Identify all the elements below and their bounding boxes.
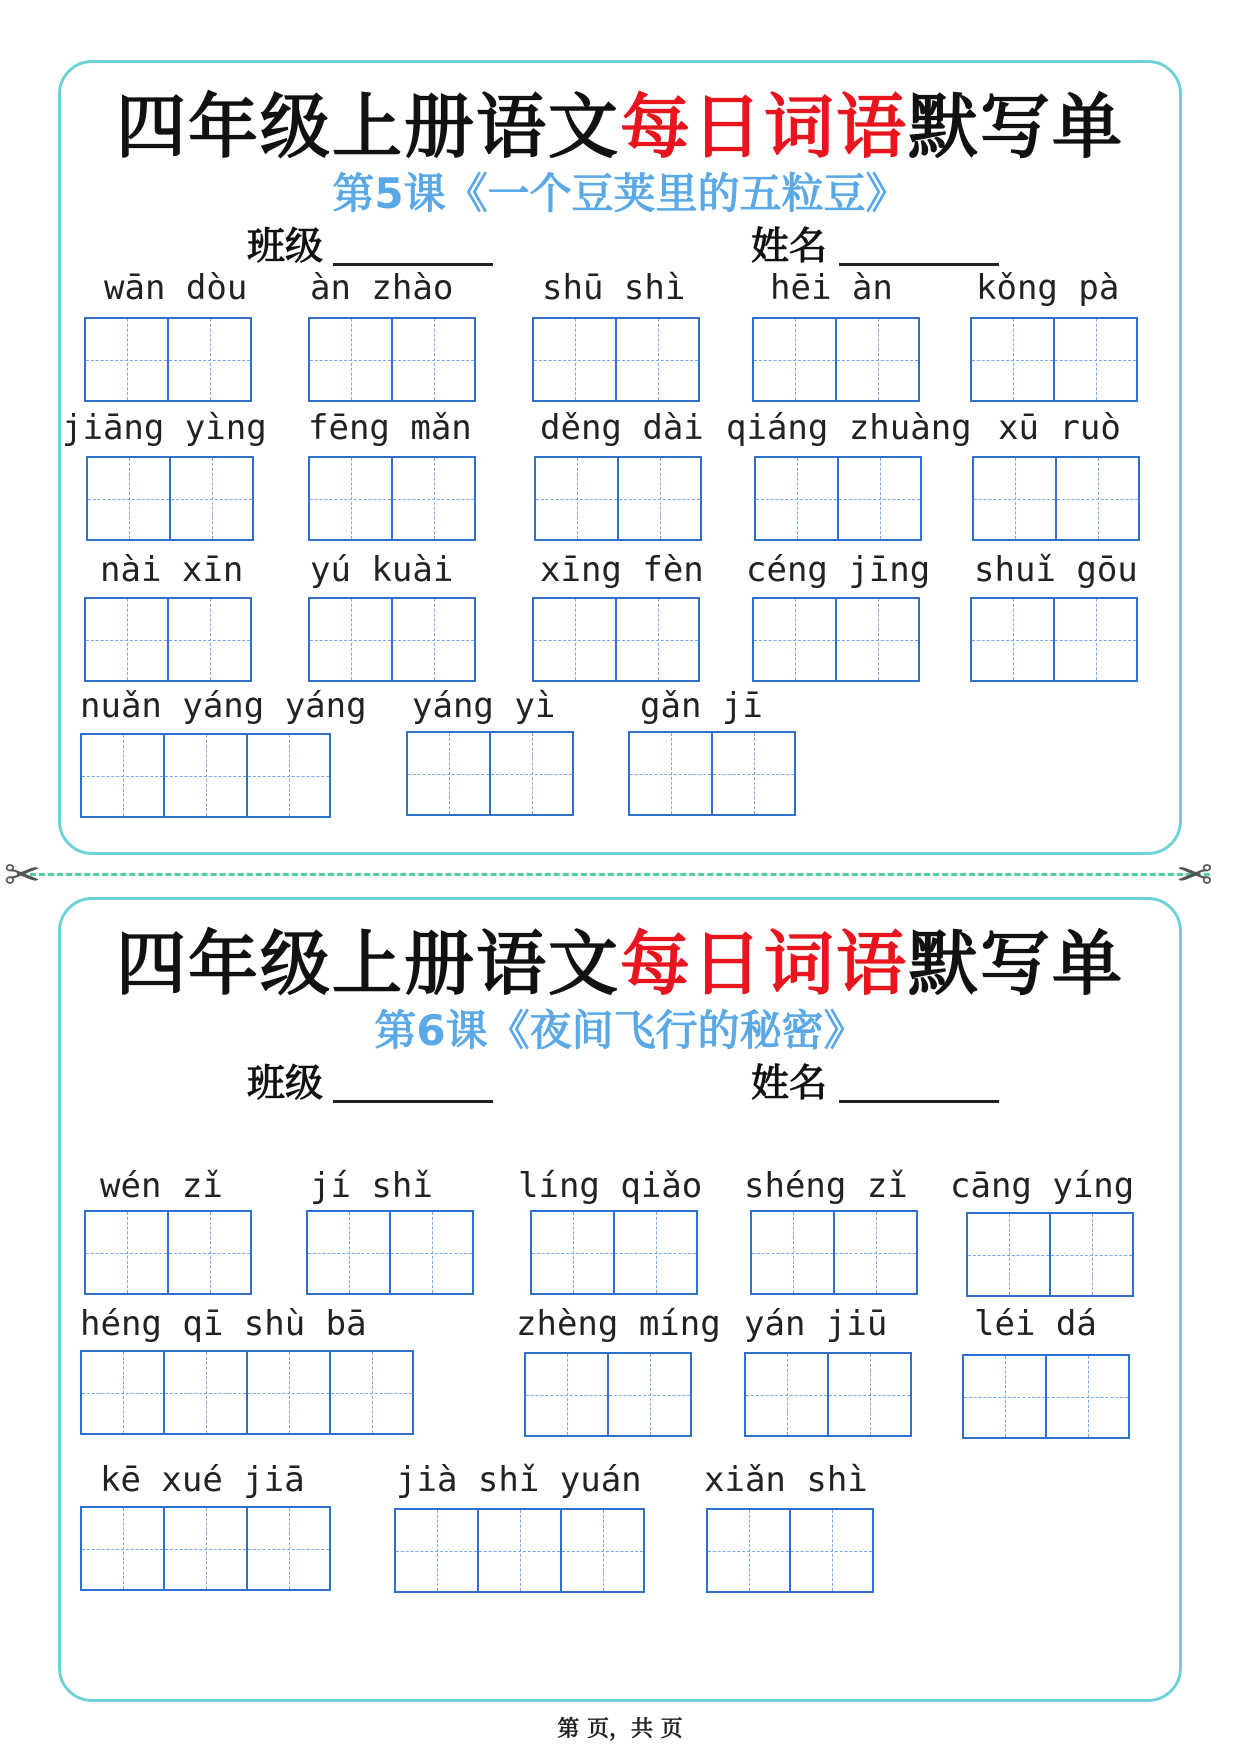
answer-boxes[interactable] [970,597,1136,682]
answer-boxes[interactable] [750,1210,916,1295]
name-label: 姓名 [751,224,828,268]
answer-boxes[interactable] [744,1352,910,1437]
pinyin-hei-an: hēi àn [770,268,893,308]
answer-boxes[interactable] [406,731,572,816]
worksheet-title: 四年级上册语文每日词语默写单 [116,86,1124,168]
class-label: 班级 [247,1061,324,1105]
answer-boxes[interactable] [80,733,329,818]
pinyin-xing-fen: xīng fèn [540,550,704,590]
answer-boxes[interactable] [628,731,794,816]
answer-boxes[interactable] [754,456,920,541]
pinyin-yang-yi: yáng yì [412,686,556,726]
class-label: 班级 [247,224,324,268]
pinyin-wen-zi: wén zǐ [100,1166,223,1206]
pinyin-shui-gou: shuǐ gōu [974,550,1138,590]
pinyin-shu-shi: shū shì [542,268,686,308]
answer-boxes[interactable] [534,456,700,541]
pinyin-ke-xue-jia: kē xué jiā [100,1460,305,1500]
scissors-icon: ✂ [1176,850,1213,901]
answer-boxes[interactable] [966,1212,1132,1297]
answer-boxes[interactable] [308,597,474,682]
pinyin-qiang-zhuang: qiáng zhuàng [726,408,972,448]
name-blank[interactable] [839,263,999,266]
answer-boxes[interactable] [86,456,252,541]
answer-boxes[interactable] [532,317,698,402]
pinyin-xu-ruo: xū ruò [998,408,1121,448]
worksheet-title: 四年级上册语文每日词语默写单 [116,923,1124,1005]
answer-boxes[interactable] [970,317,1136,402]
answer-boxes[interactable] [308,456,474,541]
answer-boxes[interactable] [84,317,250,402]
cut-line [30,873,1210,876]
pinyin-heng-qi-shu-ba: héng qī shù bā [80,1304,367,1344]
pinyin-lei-da: léi dá [974,1304,1097,1344]
pinyin-wan-dou: wān dòu [104,268,248,308]
name-label: 姓名 [751,1061,828,1105]
pinyin-an-zhao: àn zhào [310,268,454,308]
answer-boxes[interactable] [394,1508,643,1593]
answer-boxes[interactable] [706,1508,872,1593]
pinyin-ji-shi: jí shǐ [310,1166,433,1206]
answer-boxes[interactable] [80,1350,412,1435]
answer-boxes[interactable] [752,597,918,682]
pinyin-kong-pa: kǒng pà [976,268,1120,308]
pinyin-sheng-zi: shéng zǐ [744,1166,908,1206]
pinyin-yan-jiu: yán jiū [744,1304,888,1344]
pinyin-deng-dai: děng dài [540,408,704,448]
scissors-icon: ✂ [4,850,41,901]
pinyin-ceng-jing: céng jīng [746,550,931,590]
answer-boxes[interactable] [84,1210,250,1295]
answer-boxes[interactable] [306,1210,472,1295]
page-footer: 第 页，共 页 [557,1717,683,1742]
pinyin-yu-kuai: yú kuài [310,550,454,590]
answer-boxes[interactable] [84,597,250,682]
answer-boxes[interactable] [532,597,698,682]
pinyin-ling-qiao: líng qiǎo [518,1166,703,1206]
pinyin-xian-shi: xiǎn shì [704,1460,868,1500]
pinyin-cang-ying: cāng yíng [950,1166,1135,1206]
answer-boxes[interactable] [962,1354,1128,1439]
answer-boxes[interactable] [80,1506,329,1591]
pinyin-jiang-ying: jiāng yìng [62,408,267,448]
pinyin-zheng-ming: zhèng míng [516,1304,721,1344]
answer-boxes[interactable] [752,317,918,402]
pinyin-nuan-yang-yang: nuǎn yáng yáng [80,686,367,726]
answer-boxes[interactable] [308,317,474,402]
pinyin-jia-shi-yuan: jià shǐ yuán [396,1460,642,1500]
pinyin-feng-man: fēng mǎn [308,408,472,448]
lesson-subtitle: 第6课《夜间飞行的秘密》 [374,1006,866,1055]
answer-boxes[interactable] [524,1352,690,1437]
class-blank[interactable] [333,263,493,266]
class-blank[interactable] [333,1100,493,1103]
pinyin-gan-ji: gǎn jī [640,686,763,726]
answer-boxes[interactable] [972,456,1138,541]
pinyin-nai-xin: nài xīn [100,550,244,590]
name-blank[interactable] [839,1100,999,1103]
lesson-subtitle: 第5课《一个豆荚里的五粒豆》 [332,169,908,218]
answer-boxes[interactable] [530,1210,696,1295]
